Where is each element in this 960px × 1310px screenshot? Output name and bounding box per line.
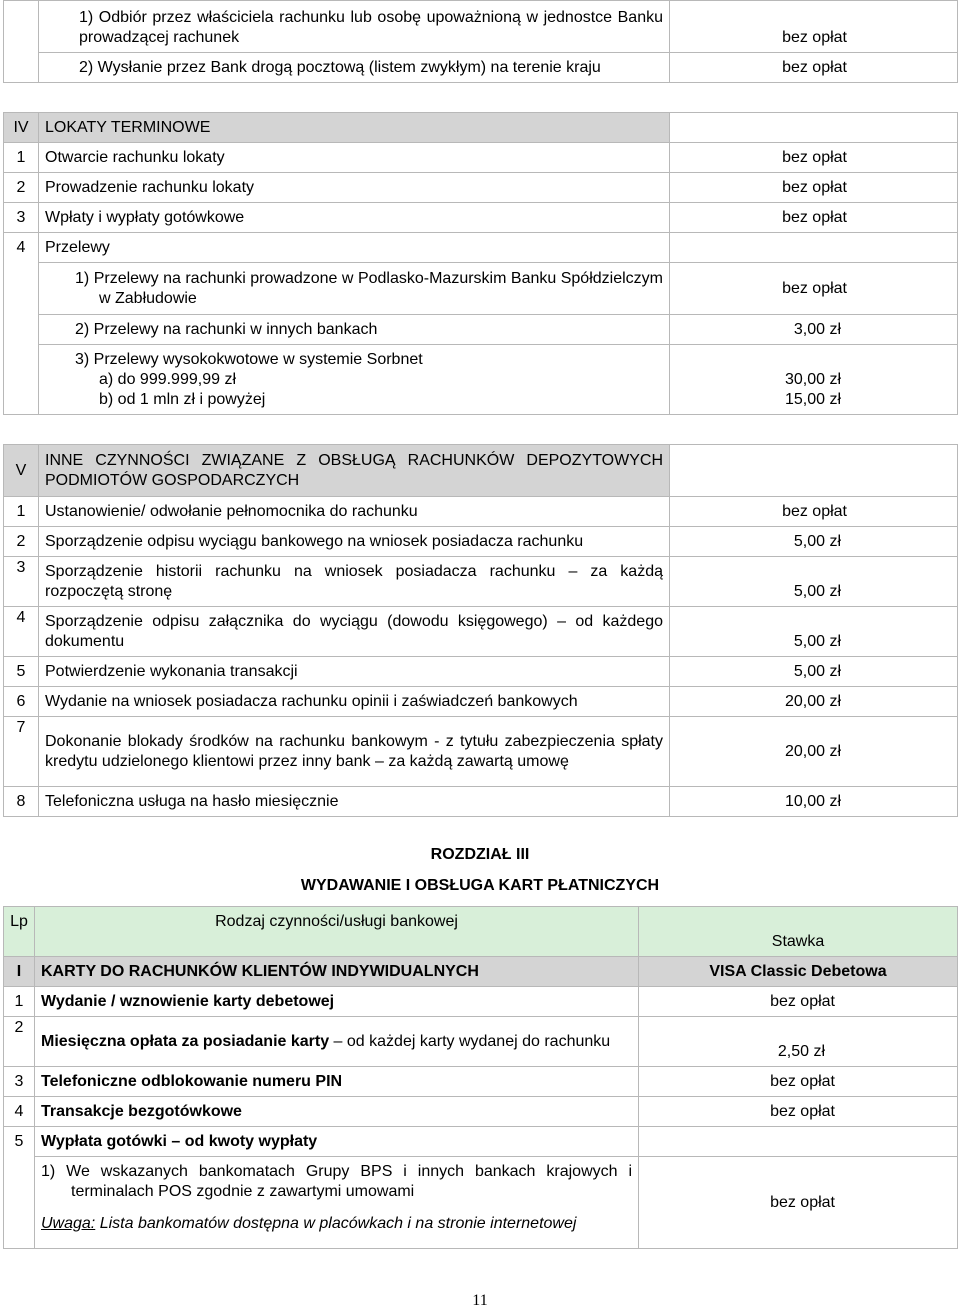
table-row — [4, 607, 958, 657]
atm-cell — [35, 1157, 639, 1249]
note-text: Lista bankomatów dostępna w placówkach i na stronie internetowej — [95, 1215, 577, 1232]
row-text: Przelewy — [39, 233, 670, 263]
row-text: 2) Przelewy na rachunki w innych bankach — [39, 315, 670, 345]
row-number: 3 — [4, 203, 39, 233]
row-text: Transakcje bezgotówkowe — [41, 1102, 242, 1120]
section-header-v — [4, 445, 958, 497]
sorbnet-cell — [39, 345, 670, 415]
table-row — [4, 557, 958, 607]
row-text: 1) Odbiór przez właściciela rachunku lub osobę upoważnioną w jednostce Banku prowadzącej rachunek — [39, 1, 670, 53]
table-row — [4, 1067, 958, 1097]
row-rate: bez opłat — [670, 203, 958, 233]
row-text-cell — [35, 1017, 639, 1067]
page-number: 11 — [472, 1292, 488, 1309]
row-text: Dokonanie blokady środków na rachunku bankowym - z tytułu zabezpieczenia spłaty kredytu udzielonego klientowi przez inny bank – za każdą zawartą umowę — [39, 717, 670, 787]
table-header — [4, 907, 958, 957]
row-rate: bez opłat — [670, 1, 958, 53]
row-rate: 5,00 zł — [670, 657, 958, 687]
blank-cell — [670, 445, 958, 497]
table-row — [4, 1017, 958, 1067]
row-text: 1) We wskazanych bankomatach Grupy BPS i innych bankach krajowych i terminalach POS zgodnie z zawartymi umowami — [41, 1163, 632, 1200]
section-title: KARTY DO RACHUNKÓW KLIENTÓW INDYWIDUALNYCH — [35, 957, 639, 987]
row-text: Wypłata gotówki – od kwoty wypłaty — [41, 1132, 318, 1150]
row-rate: 15,00 zł — [784, 390, 841, 408]
row-rate: 3,00 zł — [670, 315, 958, 345]
row-text: Wydanie na wniosek posiadacza rachunku opinii i zaświadczeń bankowych — [39, 687, 670, 717]
row-rate — [670, 233, 958, 263]
row-text: a) do 999.999,99 zł — [99, 370, 236, 388]
row-rate: bez opłat — [639, 1097, 958, 1127]
chapter-subtitle: WYDAWANIE I OBSŁUGA KART PŁATNICZYCH — [300, 877, 660, 894]
row-number: 5 — [4, 1127, 35, 1249]
row-text: 3) Przelewy wysokokwotowe w systemie Sorbnet — [75, 350, 423, 368]
row-rate — [639, 1127, 958, 1157]
row-number: 1 — [4, 987, 35, 1017]
card-type: VISA Classic Debetowa — [639, 957, 958, 987]
row-rate: 2,50 zł — [639, 1017, 958, 1067]
section-title: LOKATY TERMINOWE — [39, 113, 670, 143]
row-rate: 20,00 zł — [670, 687, 958, 717]
row-text: Telefoniczne odblokowanie numeru PIN — [41, 1072, 343, 1090]
row-text: Wpłaty i wypłaty gotówkowe — [39, 203, 670, 233]
row-text: Telefoniczna usługa na hasło miesięcznie — [39, 787, 670, 817]
table-row — [4, 173, 958, 203]
sorbnet-rates — [670, 345, 958, 415]
section-title: INNE CZYNNOŚCI ZWIĄZANE Z OBSŁUGĄ RACHUNKÓW DEPOZYTOWYCH PODMIOTÓW GOSPODARCZYCH — [39, 445, 670, 497]
table-row — [4, 1, 958, 53]
row-rate: bez opłat — [639, 987, 958, 1017]
table-row — [4, 1127, 958, 1157]
row-number: 4 — [4, 1097, 35, 1127]
table-row — [4, 233, 958, 263]
row-number: 2 — [4, 1017, 35, 1067]
row-text: 1) Przelewy na rachunki prowadzone w Podlasko-Mazurskim Banku Spółdzielczym w Zabłudowie — [39, 263, 670, 315]
note-label: Uwaga: — [41, 1215, 96, 1232]
row-text: 2) Wysłanie przez Bank drogą pocztową (listem zwykłym) na terenie kraju — [39, 53, 670, 83]
row-text: Potwierdzenie wykonania transakcji — [39, 657, 670, 687]
fees-table-cards — [3, 906, 958, 1249]
note — [41, 1214, 632, 1234]
table-row — [4, 315, 958, 345]
row-text: b) od 1 mln zł i powyżej — [99, 390, 266, 408]
blank-cell — [4, 1, 39, 83]
row-text: Sporządzenie historii rachunku na wniosek posiadacza rachunku – za każdą rozpoczętą stronę — [39, 557, 670, 607]
table-row — [4, 143, 958, 173]
row-number: 8 — [4, 787, 39, 817]
row-rate: bez opłat — [639, 1157, 958, 1249]
blank-cell — [670, 113, 958, 143]
row-text: Prowadzenie rachunku lokaty — [39, 173, 670, 203]
table-row — [4, 687, 958, 717]
row-rate: 5,00 zł — [670, 557, 958, 607]
table-row — [4, 787, 958, 817]
row-rate: 10,00 zł — [670, 787, 958, 817]
row-number: 3 — [4, 1067, 35, 1097]
row-text: Sporządzenie odpisu załącznika do wyciągu (dowodu księgowego) – od każdego dokumentu — [39, 607, 670, 657]
table-row — [4, 527, 958, 557]
row-rate: bez opłat — [639, 1067, 958, 1097]
row-number: 1 — [4, 497, 39, 527]
row-rate: bez opłat — [670, 143, 958, 173]
table-row — [4, 717, 958, 787]
row-number: 1 — [4, 143, 39, 173]
table-row — [4, 987, 958, 1017]
table-row — [4, 1097, 958, 1127]
section-number: IV — [4, 113, 39, 143]
section-header-cards — [4, 957, 958, 987]
row-rate: 20,00 zł — [670, 717, 958, 787]
table-row — [4, 345, 958, 415]
fees-table-accounts — [3, 0, 958, 817]
table-row — [4, 497, 958, 527]
row-text: – od każdej karty wydanej do rachunku — [329, 1032, 611, 1050]
row-rate: 5,00 zł — [670, 607, 958, 657]
row-number: 2 — [4, 173, 39, 203]
row-number: 5 — [4, 657, 39, 687]
row-number: 4 — [4, 233, 39, 415]
row-text-bold: Miesięczna opłata za posiadanie karty — [41, 1032, 330, 1050]
table-row — [4, 53, 958, 83]
row-text: Otwarcie rachunku lokaty — [39, 143, 670, 173]
section-header-iv — [4, 113, 958, 143]
row-number: 6 — [4, 687, 39, 717]
table-row — [4, 263, 958, 315]
row-rate: bez opłat — [670, 263, 958, 315]
row-rate: bez opłat — [670, 53, 958, 83]
row-rate: 5,00 zł — [670, 527, 958, 557]
table-row — [4, 657, 958, 687]
row-number: 7 — [4, 717, 39, 787]
row-number: 3 — [4, 557, 39, 607]
row-text: Ustanowienie/ odwołanie pełnomocnika do rachunku — [39, 497, 670, 527]
section-number: I — [4, 957, 35, 987]
header-lp: Lp — [4, 907, 35, 957]
table-row — [4, 203, 958, 233]
row-rate: 30,00 zł — [784, 370, 841, 388]
header-description: Rodzaj czynności/usługi bankowej — [35, 907, 639, 957]
row-text: Wydanie / wznowienie karty debetowej — [41, 992, 335, 1010]
row-rate: bez opłat — [670, 173, 958, 203]
header-rate: Stawka — [639, 907, 958, 957]
chapter-title: ROZDZIAŁ III — [430, 846, 530, 863]
row-text: Sporządzenie odpisu wyciągu bankowego na wniosek posiadacza rachunku — [39, 527, 670, 557]
section-number: V — [4, 445, 39, 497]
row-number: 2 — [4, 527, 39, 557]
table-row — [4, 1157, 958, 1249]
row-rate: bez opłat — [670, 497, 958, 527]
row-number: 4 — [4, 607, 39, 657]
